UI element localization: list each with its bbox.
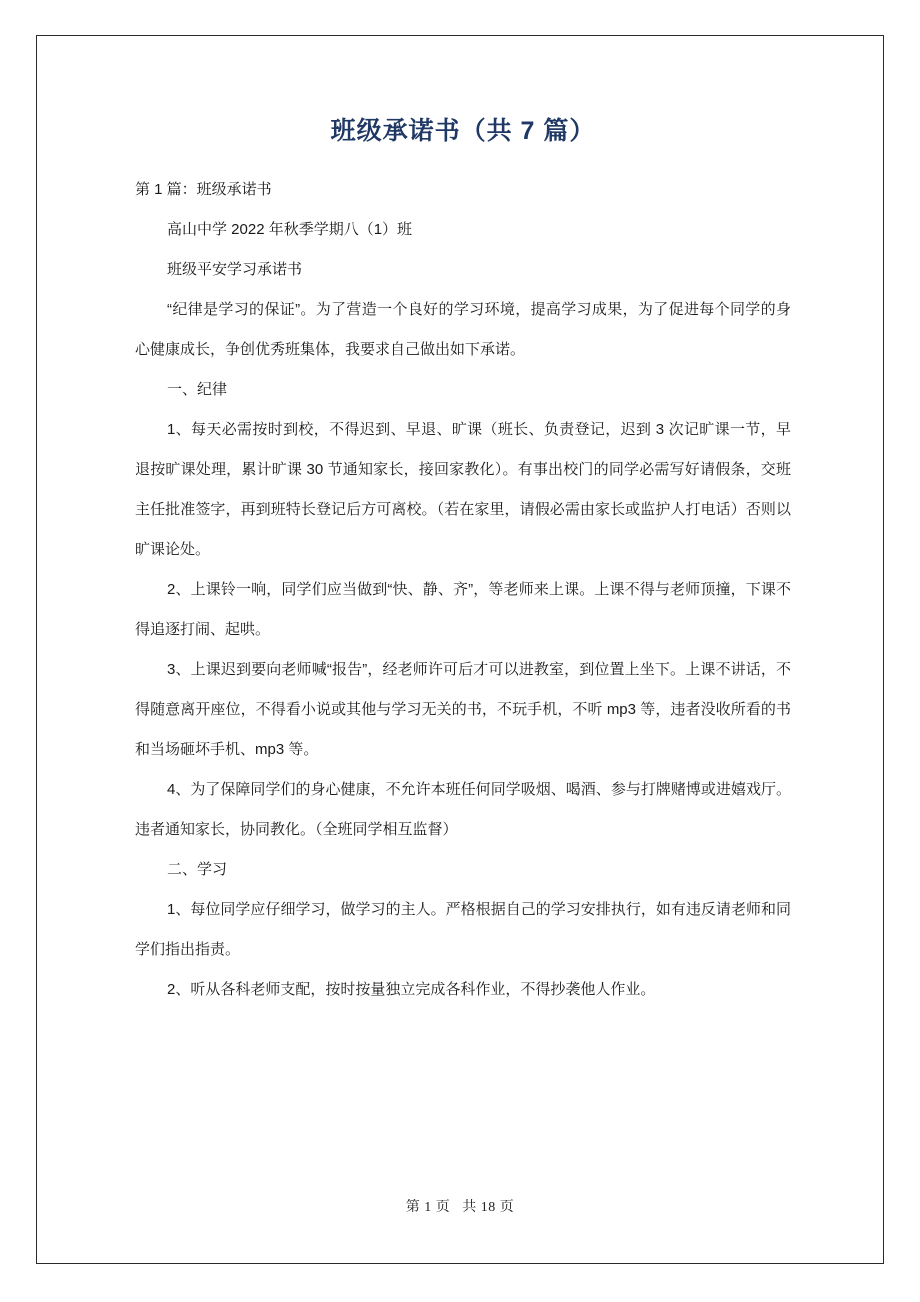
page-title: 班级承诺书（共 7 篇）	[330, 117, 596, 145]
paragraph-school-class: 高山中学 2022 年秋季学期八（1）班	[167, 220, 413, 238]
document-content	[135, 35, 791, 1010]
paragraph-discipline-4: 4、为了保障同学们的身心健康，不允许本班任何同学吸烟、喝酒、参与打牌赌博或进嬉戏厅。违者通知家长，协同教化。（全班同学相互监督）	[135, 780, 791, 838]
paragraph-discipline-1: 1、每天必需按时到校，不得迟到、早退、旷课（班长、负责登记，迟到 3 次记旷课一节，早退按旷课处理，累计旷课 30 节通知家长，接回家教化）。有事出校门的同学必需写好请假条，交班主任批准签字，再到班特长登记后方可离校。（若在家里，请假必需由家长或监护人打电话）否则以旷课论处。	[135, 420, 791, 558]
paragraph-heading-study: 二、学习	[167, 860, 228, 878]
paragraph-discipline-3: 3、上课迟到要向老师喊“报告”，经老师许可后才可以进教室，到位置上坐下。上课不讲话，不得随意离开座位，不得看小说或其他与学习无关的书，不玩手机，不听 mp3 等，违者没收所看的书和当场砸坏手机、mp3 等。	[135, 660, 791, 758]
paragraph-preamble: “纪律是学习的保证”。为了营造一个良好的学习环境，提高学习成果，为了促进每个同学的身心健康成长，争创优秀班集体，我要求自己做出如下承诺。	[135, 300, 791, 358]
paragraph-heading-discipline: 一、纪律	[167, 380, 228, 398]
paragraph-study-1: 1、每位同学应仔细学习，做学习的主人。严格根据自己的学习安排执行，如有违反请老师和同学们指出指责。	[135, 900, 791, 958]
footer-total-pages: 共 18 页	[462, 1200, 515, 1215]
paragraph-discipline-2: 2、上课铃一响，同学们应当做到“快、静、齐”，等老师来上课。上课不得与老师顶撞，下课不得追逐打闹、起哄。	[135, 580, 791, 638]
paragraph-doc-subtitle: 班级平安学习承诺书	[167, 260, 303, 278]
paragraph-study-2: 2、听从各科老师支配，按时按量独立完成各科作业，不得抄袭他人作业。	[167, 980, 656, 998]
page-footer	[36, 1196, 884, 1216]
paragraph-section-heading: 第 1 篇：班级承诺书	[135, 180, 272, 198]
footer-current-page: 第 1 页	[405, 1200, 451, 1215]
